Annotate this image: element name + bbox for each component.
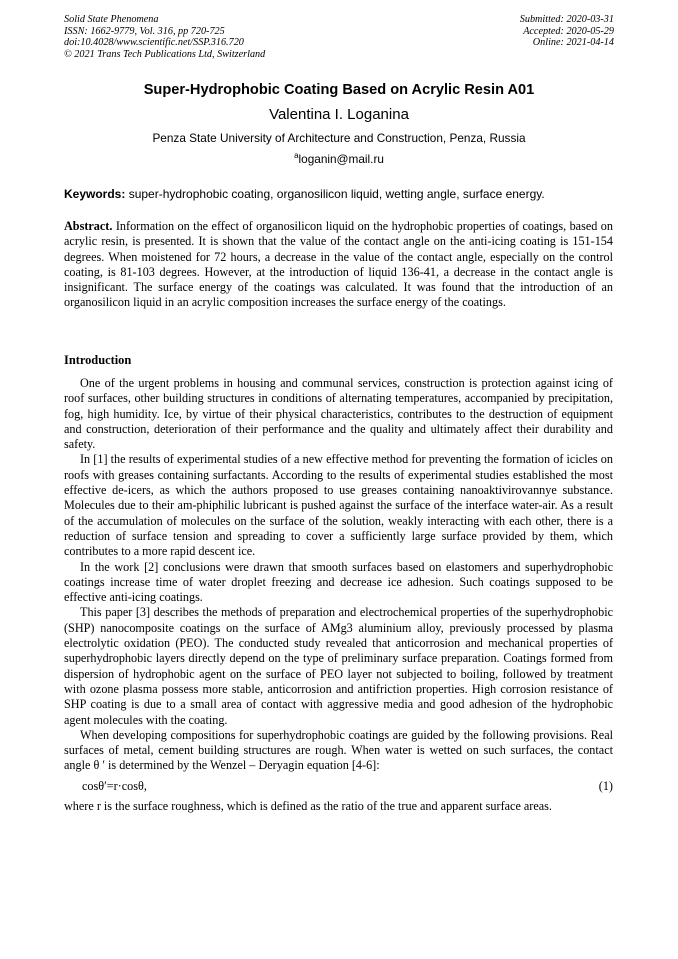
- keywords-label: Keywords:: [64, 187, 126, 201]
- issn: ISSN: 1662-9779, Vol. 316, pp 720-725: [64, 25, 225, 37]
- paragraph: One of the urgent problems in housing and communal services, construction is protection against icing of roof surfaces, other building structures in conditions of alternating temperatures, accompanied by precipitation, fog, high humidity. Ice, by virtue of their physical characteristics, contributes to the destruction of equipment and construction, deterioration of their performance and the quality and ultimately affect their durability and safety.: [64, 376, 613, 452]
- affiliation: Penza State University of Architecture and Construction, Penza, Russia: [152, 131, 526, 145]
- introduction-body: [64, 376, 613, 814]
- abstract: [64, 219, 613, 311]
- paragraph: where r is the surface roughness, which is defined as the ratio of the true and apparent surface areas.: [64, 799, 552, 814]
- abstract-text: Information on the effect of organosilicon liquid on the hydrophobic properties of coatings, based on acrylic resin, is presented. It is shown that the value of the contact angle on the anti-icing coating is 151-154 degrees. When moistened for 72 hours, a decrease in the value of the contact angle, especially on the control coating, is 81-103 degrees. However, at the introduction of liquid 136-41, a decrease in the contact angle is insignificant. The surface energy of the coatings was calculated. It was found that the introduction of an organosilicon liquid in an acrylic composition increases the surface energy of the coatings.: [64, 219, 613, 310]
- paragraph: In [1] the results of experimental studies of a new effective method for preventing the formation of icicles on roofs with greases containing surfactants. According to the results of experimental studies established the most effective de-icers, as which the authors proposed to use greases containing nanoaktivirovannye substance. Molecules due to their am-phiphilic lubricant is pushed against the surface of the interface water-air. As a result of the accumulation of molecules on the surface of the solution, weakly interacting with each other, there is a reduction of surface tension and spreading to cover a sufficiently large surface provided by them, which contributes to a more rapid descent ice.: [64, 452, 613, 559]
- abstract-label: Abstract.: [64, 219, 113, 233]
- submitted-date: Submitted: 2020-03-31: [519, 14, 614, 25]
- keywords-text: super-hydrophobic coating, organosilicon liquid, wetting angle, surface energy.: [125, 187, 545, 201]
- doi: doi:10.4028/www.scientific.net/SSP.316.720: [64, 37, 244, 49]
- section-heading-introduction: Introduction: [64, 353, 132, 367]
- equation-number: (1): [598, 778, 613, 793]
- paragraph: This paper [3] describes the methods of preparation and electrochemical properties of the superhydrophobic (SHP) nanocomposite coatings on the surface of AMg3 aluminium alloy, previously processed by plasma electrolytic oxidation (PEO). The conducted study revealed that anticorrosion and mechanical properties of superhydrophobic layers directly depend on the type of preliminary surface preparation. Coatings formed from dispersion of hydrophobic agent on the surface of PEO layer not subjected to boiling, followed by treatment with ozone plasma possess more stable, anticorrosion and antifriction properties. High corrosion resistance of SHP coating is due to a small area of contact with aggressive media and good adhesion of the hydrophobic agent molecules with the coating.: [64, 605, 613, 727]
- dates-info: [520, 14, 614, 49]
- paper-title: Super-Hydrophobic Coating Based on Acrylic Resin A01: [143, 82, 535, 98]
- equation-text: cosθ′=r·cosθ,: [82, 778, 147, 793]
- accepted-date: Accepted: 2020-05-29: [523, 25, 614, 37]
- online-date: Online: 2021-04-14: [532, 37, 614, 49]
- journal-info: [64, 14, 265, 60]
- email: [0, 151, 678, 166]
- keywords: [64, 187, 624, 201]
- paragraph: When developing compositions for superhydrophobic coatings are guided by the following provisions. Real surfaces of metal, cement building structures are rough. When water is wetted on such surfaces, the contact angle θ ′ is determined by the Wenzel – Deryagin equation [4-6]:: [64, 727, 613, 773]
- copyright: © 2021 Trans Tech Publications Ltd, Switzerland: [64, 48, 266, 60]
- equation-1: [64, 779, 613, 794]
- email-superscript: a: [294, 151, 299, 160]
- author: Valentina I. Loganina: [269, 106, 409, 123]
- paragraph: In the work [2] conclusions were drawn that smooth surfaces based on elastomers and superhydrophobic coatings increase time of water droplet freezing and decrease ice adhesion. Such coatings supposed to be effective anti-icing coatings.: [64, 559, 613, 605]
- journal-name: Solid State Phenomena: [64, 14, 159, 25]
- email-address: loganin@mail.ru: [298, 151, 384, 166]
